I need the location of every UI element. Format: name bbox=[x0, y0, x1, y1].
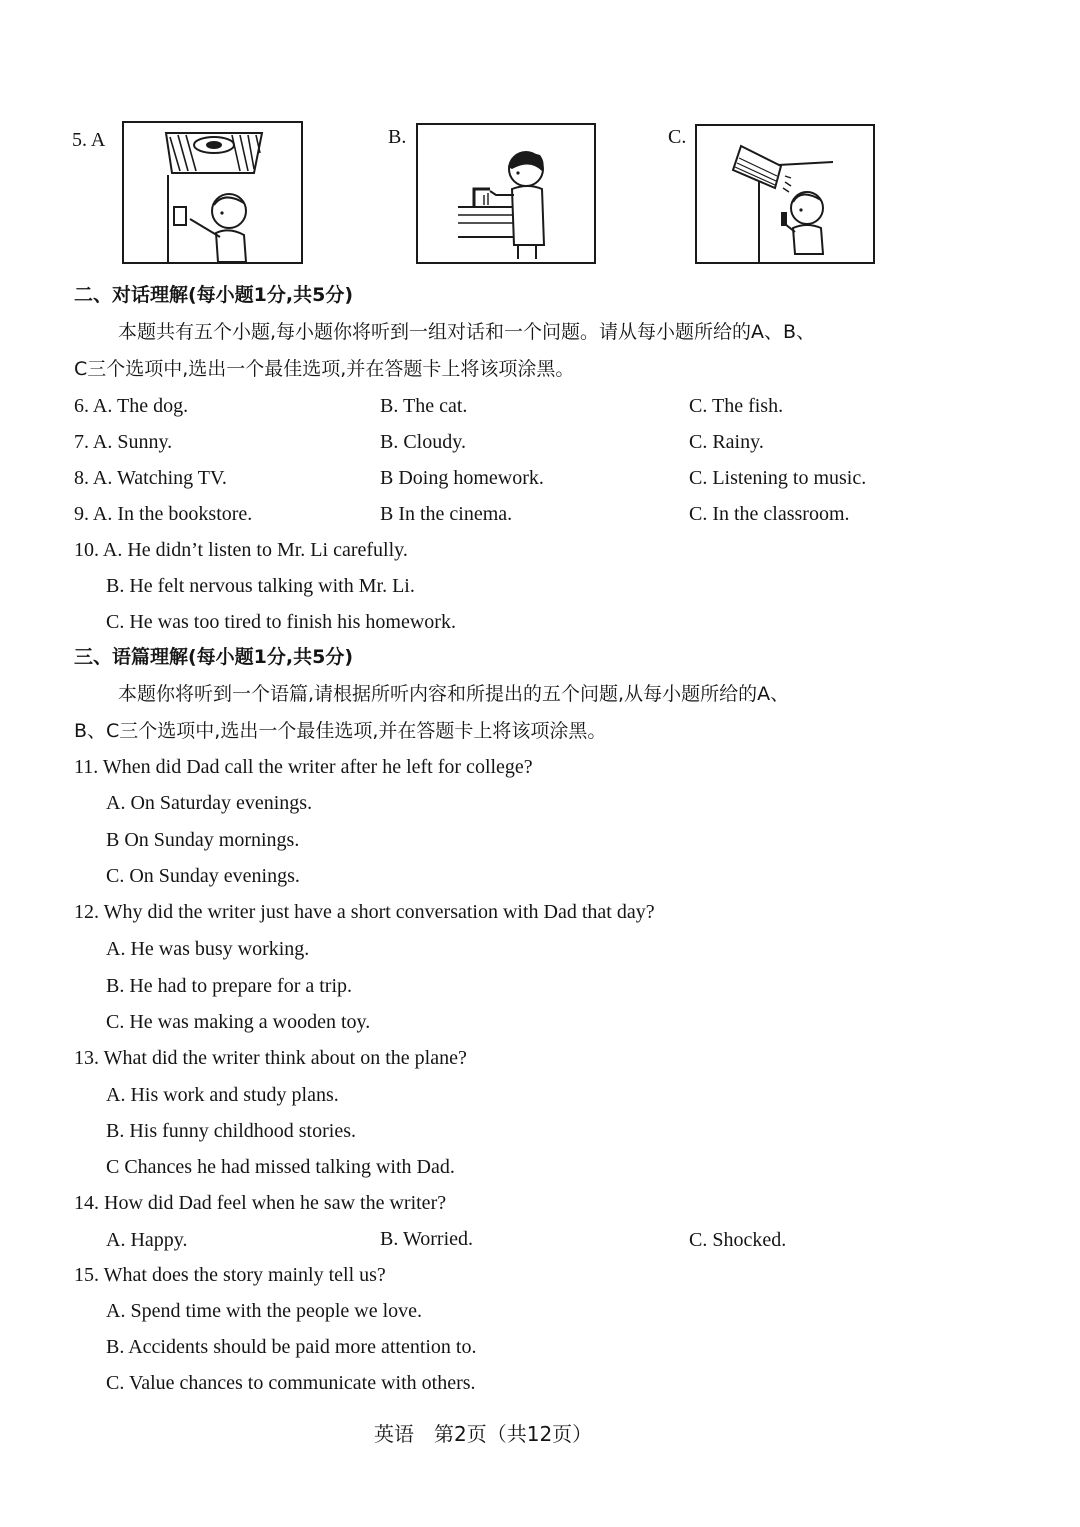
q13-option-a: A. His work and study plans. bbox=[106, 1084, 339, 1106]
q5-picture-c bbox=[695, 124, 875, 264]
q5-picture-b bbox=[416, 123, 596, 264]
q15-stem: 15. What does the story mainly tell us? bbox=[74, 1264, 386, 1286]
q15-option-c: C. Value chances to communicate with others. bbox=[106, 1372, 476, 1394]
q5-option-b-label: B. bbox=[388, 126, 407, 148]
q8-option-b: B Doing homework. bbox=[380, 467, 544, 489]
q14-option-c: C. Shocked. bbox=[689, 1229, 787, 1251]
q12-option-c: C. He was making a wooden toy. bbox=[106, 1011, 371, 1033]
q7-option-b: B. Cloudy. bbox=[380, 431, 466, 453]
q14-option-a: A. Happy. bbox=[106, 1229, 188, 1251]
q9-option-b: B In the cinema. bbox=[380, 503, 513, 525]
q9-option-a: 9. A. In the bookstore. bbox=[74, 503, 253, 525]
q10-option-a: 10. A. He didn’t listen to Mr. Li carefully. bbox=[74, 539, 408, 561]
q12-option-a: A. He was busy working. bbox=[106, 938, 310, 960]
boy-washing-hands-icon bbox=[418, 125, 594, 262]
page-footer: 英语 第2页（共12页） bbox=[374, 1422, 593, 1446]
q7-option-a: 7. A. Sunny. bbox=[74, 431, 173, 453]
q10-option-c: C. He was too tired to finish his homework. bbox=[106, 611, 456, 633]
q15-option-b: B. Accidents should be paid more attention to. bbox=[106, 1336, 477, 1358]
q11-option-c: C. On Sunday evenings. bbox=[106, 865, 300, 887]
q15-option-a: A. Spend time with the people we love. bbox=[106, 1300, 423, 1322]
q7-option-c: C. Rainy. bbox=[689, 431, 764, 453]
q11-stem: 11. When did Dad call the writer after he left for college? bbox=[74, 756, 533, 778]
q6-option-b: B. The cat. bbox=[380, 395, 468, 417]
q5-option-c-label: C. bbox=[668, 126, 687, 148]
q11-option-b: B On Sunday mornings. bbox=[106, 829, 300, 851]
q13-stem: 13. What did the writer think about on the plane? bbox=[74, 1047, 467, 1069]
q13-option-c: C Chances he had missed talking with Dad. bbox=[106, 1156, 455, 1178]
q10-option-b: B. He felt nervous talking with Mr. Li. bbox=[106, 575, 415, 597]
q6-option-a: 6. A. The dog. bbox=[74, 395, 189, 417]
q6-option-c: C. The fish. bbox=[689, 395, 784, 417]
q12-stem: 12. Why did the writer just have a short conversation with Dad that day? bbox=[74, 901, 655, 923]
q5-number-label: 5. A bbox=[72, 129, 106, 151]
q14-stem: 14. How did Dad feel when he saw the writer? bbox=[74, 1192, 447, 1214]
section3-heading: 三、语篇理解(每小题1分,共5分) bbox=[74, 646, 354, 668]
section2-heading: 二、对话理解(每小题1分,共5分) bbox=[74, 284, 354, 306]
q9-option-c: C. In the classroom. bbox=[689, 503, 850, 525]
section3-instructions-line1: 本题你将听到一个语篇,请根据所听内容和所提出的五个问题,从每小题所给的A、 bbox=[118, 683, 790, 705]
boy-pressing-light-switch-icon bbox=[124, 123, 301, 262]
boy-with-remote-and-air-conditioner-icon bbox=[697, 126, 873, 262]
q13-option-b: B. His funny childhood stories. bbox=[106, 1120, 356, 1142]
section2-instructions-line1: 本题共有五个小题,每小题你将听到一组对话和一个问题。请从每小题所给的A、B、 bbox=[118, 321, 816, 343]
q12-option-b: B. He had to prepare for a trip. bbox=[106, 975, 353, 997]
q14-option-b: B. Worried. bbox=[380, 1228, 474, 1250]
q11-option-a: A. On Saturday evenings. bbox=[106, 792, 313, 814]
q8-option-c: C. Listening to music. bbox=[689, 467, 867, 489]
q8-option-a: 8. A. Watching TV. bbox=[74, 467, 227, 489]
section3-instructions-line2: B、C三个选项中,选出一个最佳选项,并在答题卡上将该项涂黑。 bbox=[74, 720, 607, 742]
q5-picture-a bbox=[122, 121, 303, 264]
section2-instructions-line2: C三个选项中,选出一个最佳选项,并在答题卡上将该项涂黑。 bbox=[74, 358, 575, 380]
